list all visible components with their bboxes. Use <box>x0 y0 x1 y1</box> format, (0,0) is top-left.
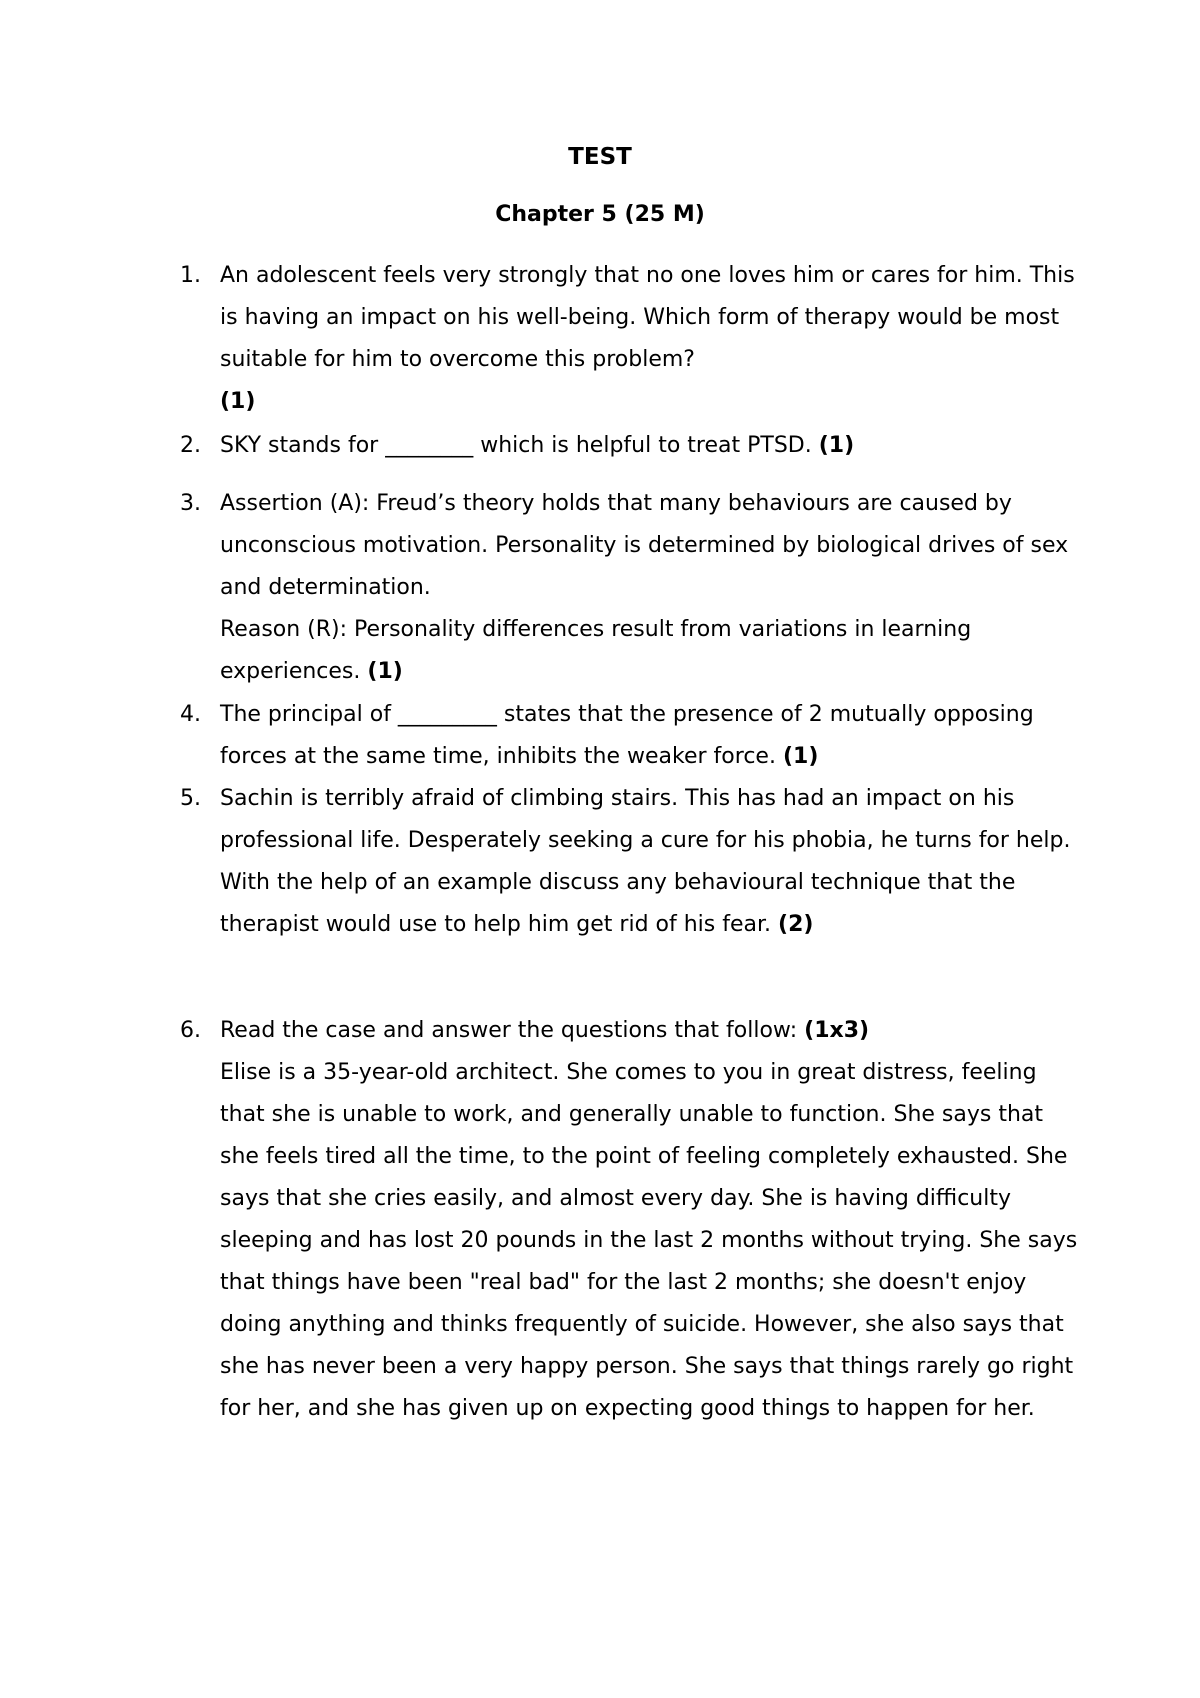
question-5-text: Sachin is terribly afraid of climbing stairs. This has had an impact on his professional life. Desperately seeking a cure for his phobia, he turns for help. With the help of an example discuss any behavioural technique that the therapist would use to help him get rid of his fear. <box>220 786 1071 937</box>
question-text <box>220 425 1080 467</box>
question-3-assertion: Assertion (A): Freud’s theory holds that many behaviours are caused by unconscious motivation. Personality is determined by biological drives of sex and determination. <box>220 491 1069 600</box>
question-text <box>220 778 1080 946</box>
question-3-marks: (1) <box>367 659 403 684</box>
question-number: 3. <box>180 491 201 516</box>
question-text <box>220 694 1080 778</box>
question-3 <box>180 483 1080 693</box>
question-1-text: An adolescent feels very strongly that no one loves him or cares for him. This is having an impact on his well-being. Which form of therapy would be most suitable for him to overcome this problem? <box>220 263 1075 372</box>
case-study-text: Elise is a 35-year-old architect. She comes to you in great distress, feeling that she is unable to work, and generally unable to function. She says that she feels tired all the time, to the point of feeling completely exhausted. She says that she cries easily, and almost every day. She is having difficulty sleeping and has lost 20 pounds in the last 2 months without trying. She says that things have been "real bad" for the last 2 months; she doesn't enjoy doing anything and thinks frequently of suicide. However, she also says that she has never been a very happy person. She says that things rarely go right for her, and she has given up on expecting good things to happen for her. <box>220 1060 1078 1421</box>
question-number: 6. <box>180 1018 201 1043</box>
question-number: 5. <box>180 786 201 811</box>
question-6-text: Read the case and answer the questions that follow: <box>220 1018 798 1043</box>
question-5-marks: (2) <box>778 912 814 937</box>
question-number: 2. <box>180 433 201 458</box>
question-3-reason: Reason (R): Personality differences result from variations in learning experiences. <box>220 617 972 684</box>
document-title: TEST <box>568 144 632 170</box>
question-text <box>220 1010 1080 1052</box>
document-subtitle: Chapter 5 (25 M) <box>495 202 705 227</box>
question-4 <box>180 694 1080 778</box>
question-4-text: The principal of _________ states that the presence of 2 mutually opposing forces at the same time, inhibits the weaker force. <box>220 702 1034 769</box>
question-3-reason-line <box>220 609 1080 693</box>
question-5 <box>180 778 1080 946</box>
question-2 <box>180 425 1080 467</box>
question-4-marks: (1) <box>782 744 819 769</box>
question-2-marks: (1) <box>818 433 855 458</box>
question-number: 4. <box>180 702 201 727</box>
question-text <box>220 483 1080 693</box>
question-6-marks: (1x3) <box>804 1018 870 1043</box>
question-1 <box>180 255 1080 423</box>
question-number: 1. <box>180 263 201 288</box>
question-text <box>220 255 1080 423</box>
question-6 <box>180 1010 1080 1430</box>
question-2-text: SKY stands for ________ which is helpful to treat PTSD. <box>220 433 812 458</box>
question-1-marks: (1) <box>220 389 256 414</box>
